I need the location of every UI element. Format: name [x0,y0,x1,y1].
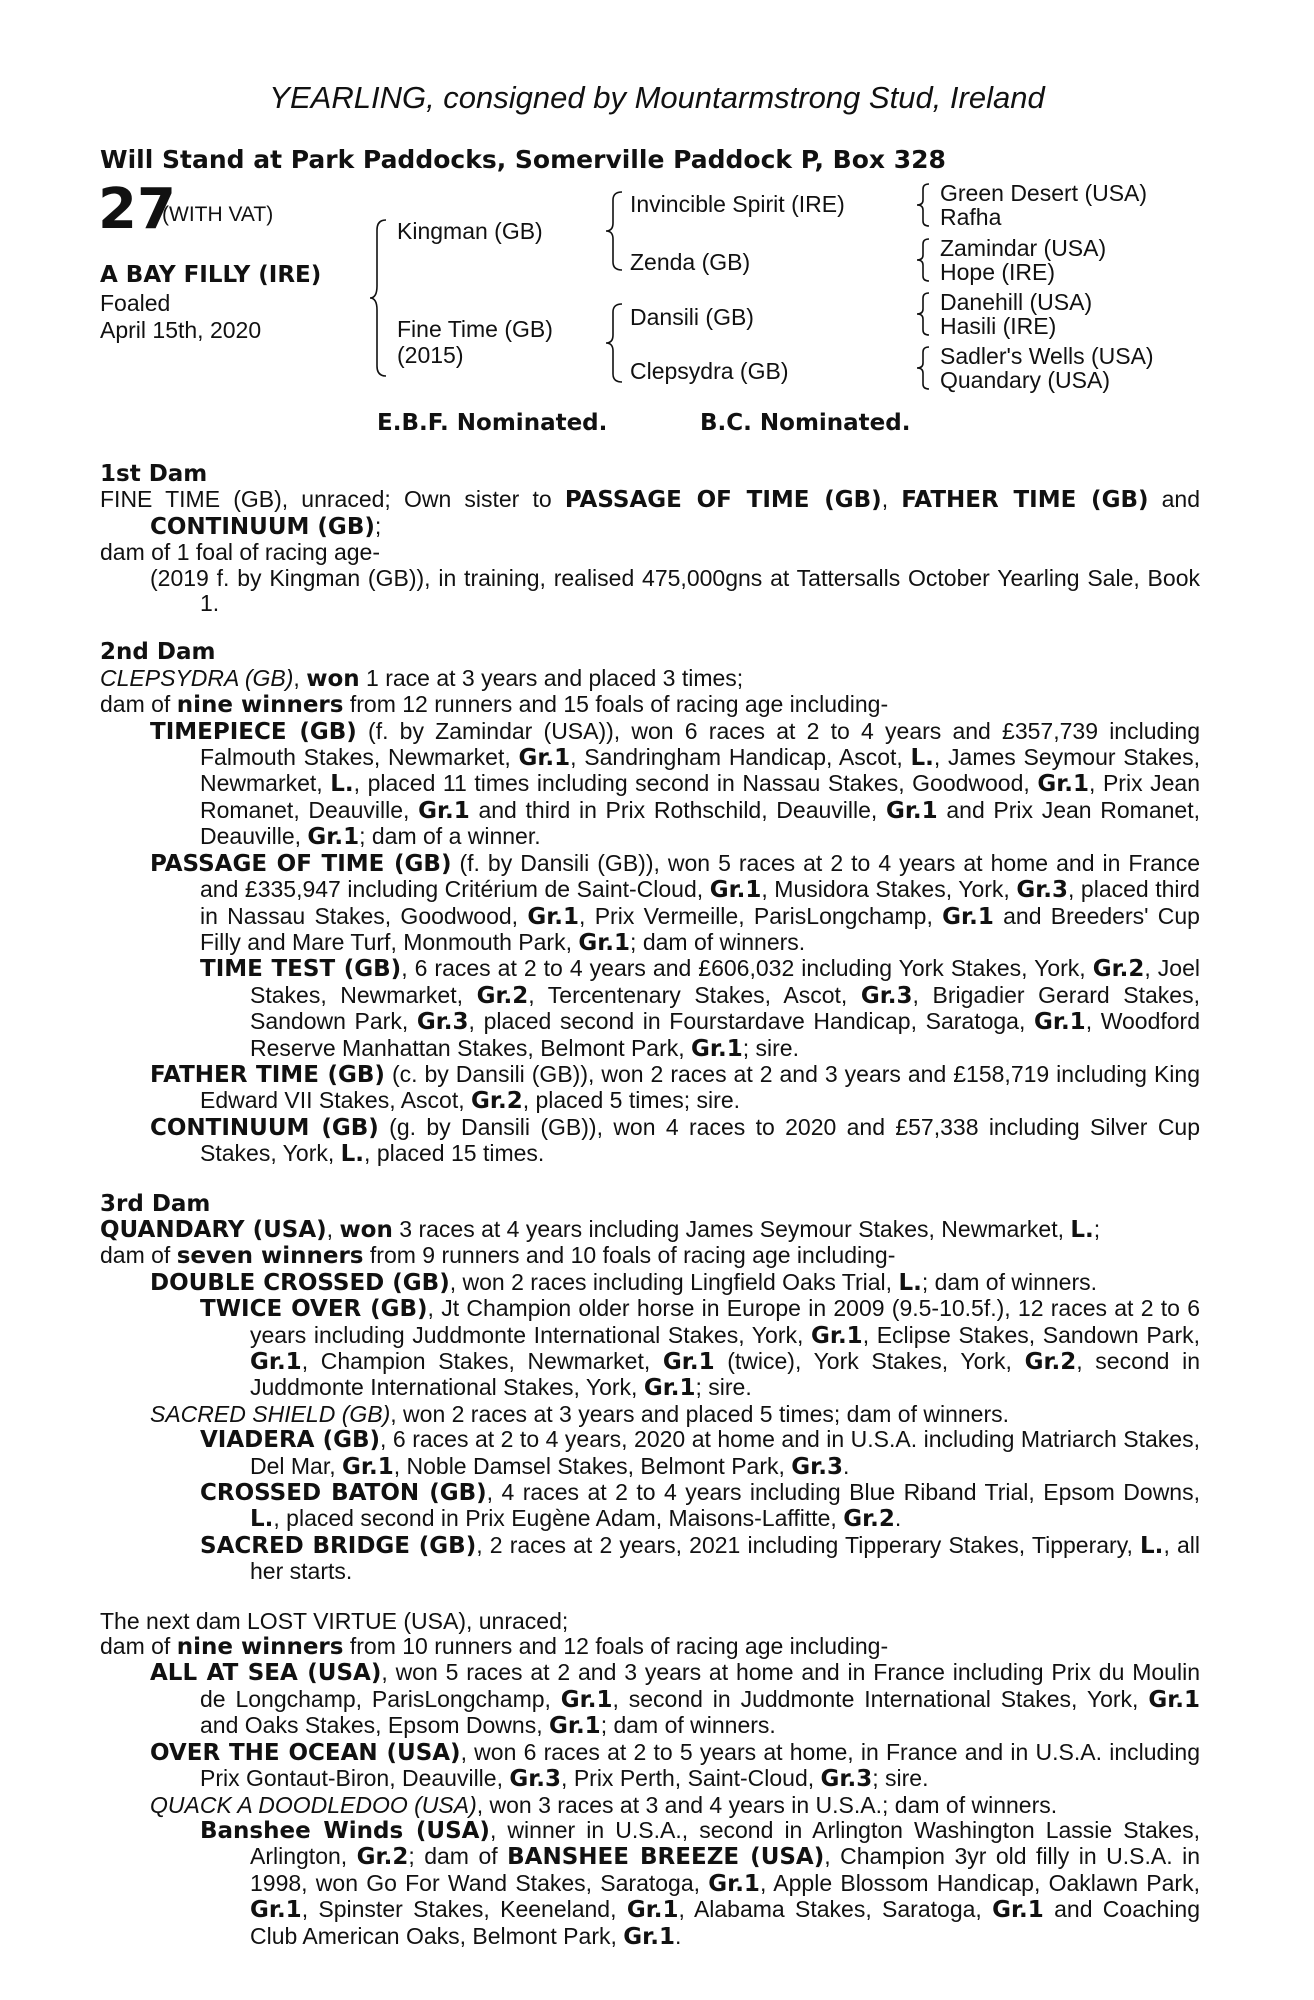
entry-text: ; dam of winners. [600,1712,776,1739]
entry-text: , 2 races at 2 years, 2021 including Tipperary Stakes, Tipperary, [476,1531,1141,1558]
bold-text: Gr.3 [791,1453,843,1480]
produce-entry [100,1217,1200,1243]
bold-text: L. [340,1141,365,1168]
bold-text: Gr.1 [1148,1686,1200,1713]
bold-text: Gr.1 [885,797,938,824]
entry-text: , Spinster Stakes, Keeneland, [301,1896,627,1923]
bold-text: PASSAGE OF TIME (GB) [150,850,452,877]
produce-entry [100,1793,1200,1818]
entry-text: , Alabama Stakes, Saratoga, [678,1896,993,1923]
produce-record [100,462,1200,1950]
bold-text: Gr.3 [820,1766,873,1793]
foaled-label: Foaled [100,290,171,316]
entry-text: (c. by Dansili (GB)), won 2 races at 2 and 3 years and £158,719 including King Edward VII Stakes, Ascot, [200,1060,1200,1114]
italic-text: SACRED SHIELD (GB) [150,1400,391,1427]
bold-text: Gr.1 [307,824,360,851]
bold-text: Gr.1 [1034,1009,1086,1036]
bold-text: Gr.2 [356,1844,409,1871]
entry-text: ; dam of winners. [921,1268,1097,1295]
produce-entry [100,1533,1200,1585]
entry-text: (twice), York Stakes, York, [714,1348,1025,1374]
entry-text: (2019 f. by Kingman (GB)), in training, realised 475,000gns at Tattersalls October Yearling Sale, Book 1. [150,564,1200,617]
bold-text: Gr.2 [1092,956,1145,983]
bold-text: Banshee Winds (USA) [200,1817,490,1844]
dam-heading: 3rd Dam [100,1190,211,1217]
entry-text: and [1148,486,1201,513]
entry-text: , 4 races at 2 to 4 years including Blue Riband Trial, Epsom Downs, [486,1479,1200,1506]
entry-text: from 10 runners and 12 foals of racing age including- [343,1633,889,1660]
entry-text: , placed second in Prix Eugène Adam, Maisons-Laffitte, [273,1505,844,1532]
bold-text: won [306,665,360,692]
bold-text: CONTINUUM (GB) [150,513,375,540]
bold-text: TWICE OVER (GB) [200,1296,428,1323]
bold-text: Gr.1 [811,1322,863,1349]
produce-entry [100,1480,1200,1533]
entry-text: and Oaks Stakes, Epsom Downs, [200,1712,549,1739]
entry-text: ; [1093,1215,1101,1242]
entry-text: , [293,664,307,691]
entry-text: , won 5 races at 2 and 3 years at home and in France including Prix du Moulin de Longchamp, ParisLongchamp, [200,1659,1200,1712]
bold-text: Gr.3 [1016,877,1069,904]
produce-entry [100,1660,1200,1739]
entry-text: , Woodford Reserve Manhattan Stakes, Belmont Park, [250,1008,1201,1061]
bold-text: PASSAGE OF TIME (GB) [564,487,882,514]
entry-text: , Prix Perth, Saint-Cloud, [561,1765,821,1792]
bold-text: Gr.1 [942,903,994,930]
bold-text: Gr.1 [560,1686,613,1713]
entry-text: and third in Prix Rothschild, Deauville, [469,796,886,823]
bold-text: ALL AT SEA (USA) [150,1660,382,1687]
dam-heading: 1st Dam [100,461,208,487]
italic-text: QUACK A DOODLEDOO (USA) [150,1791,477,1818]
entry-text: , [326,1215,340,1242]
pedigree-dam-year: (2015) [397,342,464,368]
entry-text: FINE TIME (GB), unraced; Own sister to [100,486,565,513]
produce-entry [100,1270,1200,1296]
entry-text: , placed 15 times. [364,1140,545,1167]
pedigree-g3-4: Hope (IRE) [940,259,1056,285]
page-title: YEARLING, consigned by Mountarmstrong Stud, Ireland [269,80,1045,115]
entry-text: , placed 5 times; sire. [522,1087,741,1114]
produce-entry [100,666,1200,692]
entry-text: and Prix Jean Romanet, Deauville, [200,796,1200,850]
entry-text: dam of [100,1242,177,1269]
produce-entry [100,487,1200,540]
bold-text: L. [910,745,934,772]
bold-text: Gr.1 [527,903,580,930]
bold-text: BANSHEE BREEZE (USA) [507,1844,825,1871]
entry-text: . [842,1452,850,1479]
entry-text: , Prix Jean Romanet, Deauville, [200,770,1201,823]
bold-text: DOUBLE CROSSED (GB) [150,1269,450,1296]
bold-text: L. [1070,1216,1094,1243]
entry-text: , Eclipse Stakes, Sandown Park, [862,1321,1200,1348]
pedigree-g3-1: Green Desert (USA) [940,180,1148,206]
bold-text: Gr.2 [476,982,529,1009]
bold-text: nine winners [176,1634,344,1661]
pedigree-sire-sire: Invincible Spirit (IRE) [630,191,845,217]
bold-text: SACRED BRIDGE (GB) [200,1532,477,1559]
lot-number: 27 [98,177,176,242]
produce-entry [100,956,1200,1062]
entry-text: from 12 runners and 15 foals of racing age including- [343,691,889,718]
bold-text: Gr.1 [992,1897,1044,1924]
bold-text: Gr.1 [643,1375,696,1402]
bold-text: Gr.2 [1024,1349,1077,1375]
bold-text: QUANDARY (USA) [100,1216,327,1243]
bold-text: L. [330,771,354,798]
entry-text: and Breeders' Cup Filly and Mare Turf, Monmouth Park, [200,902,1200,955]
bold-text: Gr.1 [549,1713,601,1740]
entry-text: , 6 races at 2 to 4 years and £606,032 including York Stakes, York, [401,955,1093,982]
produce-entry [100,1243,1200,1269]
entry-text: dam of [100,1633,177,1660]
pedigree-g3-6: Hasili (IRE) [940,313,1057,339]
entry-text: , winner in U.S.A., second in Arlington Washington Lassie Stakes, Arlington, [250,1816,1200,1870]
bold-text: FATHER TIME (GB) [150,1061,385,1088]
bold-text: Gr.1 [691,1035,743,1062]
bold-text: Gr.1 [250,1349,302,1375]
entry-text: , won 2 races including Lingfield Oaks Trial, [449,1268,899,1295]
ebf-nominated: E.B.F. Nominated. [377,410,608,436]
pedigree-brace-g3 [915,291,931,337]
entry-text: , placed second in Fourstardave Handicap, Saratoga, [468,1008,1034,1035]
pedigree-sire: Kingman (GB) [397,218,543,244]
produce-entry [100,540,1200,565]
pedigree-sire-dam: Zenda (GB) [630,249,751,275]
entry-text: from 9 runners and 10 foals of racing age including- [363,1242,896,1269]
entry-text: , placed third in Nassau Stakes, Goodwood, [200,876,1200,929]
bold-text: Gr.1 [250,1897,302,1924]
pedigree-dam-sire: Dansili (GB) [630,304,754,330]
entry-text: , all her starts. [250,1531,1200,1585]
pedigree-brace-dam [604,302,624,384]
entry-text: 1 race at 3 years and placed 3 times; [359,664,744,691]
entry-text: The next dam LOST VIRTUE (USA), unraced; [100,1607,569,1634]
pedigree-brace-g1 [915,182,931,228]
stand-location: Will Stand at Park Paddocks, Somerville Paddock P, Box 328 [100,145,946,174]
entry-text: dam of [100,691,177,718]
bold-text: TIMEPIECE (GB) [150,718,357,745]
entry-text: . [674,1922,682,1949]
dam-section [100,640,1200,1167]
entry-text: , won 2 races at 3 years and placed 5 times; dam of winners. [390,1400,1010,1427]
entry-text: , won 6 races at 2 to 5 years at home, in France and in U.S.A. including Prix Gontaut-Biron, Deauville, [200,1738,1200,1792]
pedigree-g3-2: Rafha [940,204,1002,230]
produce-entry [100,1427,1200,1480]
entry-text: ; dam of a winner. [359,823,541,850]
pedigree-g3-7: Sadler's Wells (USA) [940,343,1154,369]
bold-text: Gr.1 [708,1870,760,1897]
entry-text: 3 races at 4 years including James Seymour Stakes, Newmarket, [392,1215,1071,1242]
bold-text: Gr.1 [662,1349,715,1375]
produce-entry [100,719,1200,851]
foaled-date: April 15th, 2020 [100,317,262,343]
bold-text: CONTINUUM (GB) [150,1114,379,1141]
bold-text: Gr.1 [418,797,470,824]
produce-entry [100,1634,1200,1660]
lot-name: A BAY FILLY (IRE) [100,262,322,288]
entry-text: ; sire. [872,1765,929,1792]
italic-text: CLEPSYDRA (GB) [100,664,294,691]
entry-text: , Joel Stakes, Newmarket, [250,955,1201,1008]
pedigree-brace-sire [604,190,624,272]
entry-text: , second in Juddmonte International Stakes, York, [612,1685,1149,1712]
entry-text: , Champion Stakes, Newmarket, [301,1348,663,1374]
foaled-info [100,290,261,344]
entry-text: , won 3 races at 3 and 4 years in U.S.A.; dam of winners. [476,1791,1058,1818]
entry-text: , 6 races at 2 to 4 years, 2020 at home and in U.S.A. including Matriarch Stakes, Del Mar, [250,1426,1200,1479]
bold-text: L. [898,1269,922,1296]
entry-text: , [881,486,902,513]
vat-note: (WITH VAT) [162,203,274,226]
entry-text: ; dam of winners. [630,928,806,955]
produce-entry [100,851,1200,957]
entry-text: (f. by Dansili (GB)), won 5 races at 2 to 4 years at home and in France and £335,947 including Critérium de Saint-Cloud, [200,849,1200,903]
entry-text: , Apple Blossom Handicap, Oaklawn Park, [759,1869,1200,1896]
entry-text: dam of 1 foal of racing age- [100,539,380,566]
entry-text: (g. by Dansili (GB)), won 4 races to 2020 and £57,338 including Silver Cup Stakes, York, [200,1113,1201,1167]
bold-text: FATHER TIME (GB) [901,487,1149,514]
entry-text: , Prix Vermeille, ParisLongchamp, [579,902,943,929]
bold-text: Gr.3 [860,982,913,1009]
dam-heading: 2nd Dam [100,639,216,666]
bold-text: seven winners [176,1243,364,1270]
bold-text: Gr.1 [342,1453,394,1480]
entry-text: . [894,1505,902,1532]
bold-text: Gr.1 [626,1897,679,1924]
bold-text: L. [250,1506,274,1533]
pedigree-brace-gen1 [368,218,388,378]
entry-text: and Coaching Club American Oaks, Belmont Park, [250,1896,1200,1949]
bold-text: Gr.1 [518,745,571,772]
entry-text: , placed 11 times including second in Nassau Stakes, Goodwood, [353,770,1038,797]
produce-entry [100,1402,1200,1427]
entry-text: , Musidora Stakes, York, [761,876,1017,903]
bold-text: Gr.2 [471,1088,523,1115]
produce-entry [100,566,1200,617]
produce-entry [100,1062,1200,1115]
produce-entry [100,1609,1200,1634]
dam-section [100,462,1200,616]
bold-text: OVER THE OCEAN (USA) [150,1739,461,1766]
bold-text: nine winners [176,692,344,719]
bold-text: VIADERA (GB) [200,1427,381,1454]
pedigree-g3-8: Quandary (USA) [940,367,1111,393]
pedigree-dam-dam: Clepsydra (GB) [630,358,789,384]
entry-text: , Noble Damsel Stakes, Belmont Park, [393,1452,792,1479]
bold-text: won [339,1216,393,1243]
bc-nominated: B.C. Nominated. [700,410,911,436]
produce-entry [100,1740,1200,1793]
bold-text: Gr.1 [1037,771,1090,798]
entry-text: , Sandringham Handicap, Ascot, [570,744,911,771]
produce-entry [100,1115,1200,1168]
entry-text: (f. by Zamindar (USA)), won 6 races at 2 to 4 years and £357,739 including Falmouth Stakes, Newmarket, [200,717,1200,771]
entry-text: , Jt Champion older horse in Europe in 2009 (9.5-10.5f.), 12 races at 2 to 6 years including Juddmonte International Stakes, York, [250,1295,1200,1348]
entry-text: , second in Juddmonte International Stakes, York, [250,1348,1200,1401]
bold-text: L. [1140,1532,1164,1559]
entry-text: ; sire. [742,1034,799,1061]
entry-text: ; sire. [695,1374,752,1401]
bold-text: Gr.1 [709,877,762,904]
dam-section [100,1609,1200,1950]
bold-text: CROSSED BATON (GB) [200,1480,487,1507]
bold-text: TIME TEST (GB) [200,956,402,983]
produce-entry [100,1818,1200,1950]
entry-text: , Tercentenary Stakes, Ascot, [528,981,861,1008]
bold-text: Gr.2 [843,1506,895,1533]
pedigree-g3-5: Danehill (USA) [940,289,1093,315]
entry-text: , Champion 3yr old filly in U.S.A. in 1998, won Go For Wand Stakes, Saratoga, [250,1843,1200,1896]
entry-text: , Brigadier Gerard Stakes, Sandown Park, [250,981,1200,1035]
pedigree-brace-g4 [915,345,931,391]
bold-text: Gr.1 [623,1923,675,1950]
entry-text: ; dam of [408,1843,508,1870]
pedigree-dam: Fine Time (GB) [397,316,553,342]
entry-text: , James Seymour Stakes, Newmarket, [200,744,1200,797]
bold-text: Gr.1 [578,929,631,956]
bold-text: Gr.3 [416,1009,469,1036]
pedigree-brace-g2 [915,237,931,283]
pedigree-g3-3: Zamindar (USA) [940,235,1107,261]
bold-text: Gr.3 [509,1766,562,1793]
produce-entry [100,692,1200,718]
dam-section [100,1192,1200,1585]
entry-text: ; [374,512,382,539]
produce-entry [100,1296,1200,1402]
